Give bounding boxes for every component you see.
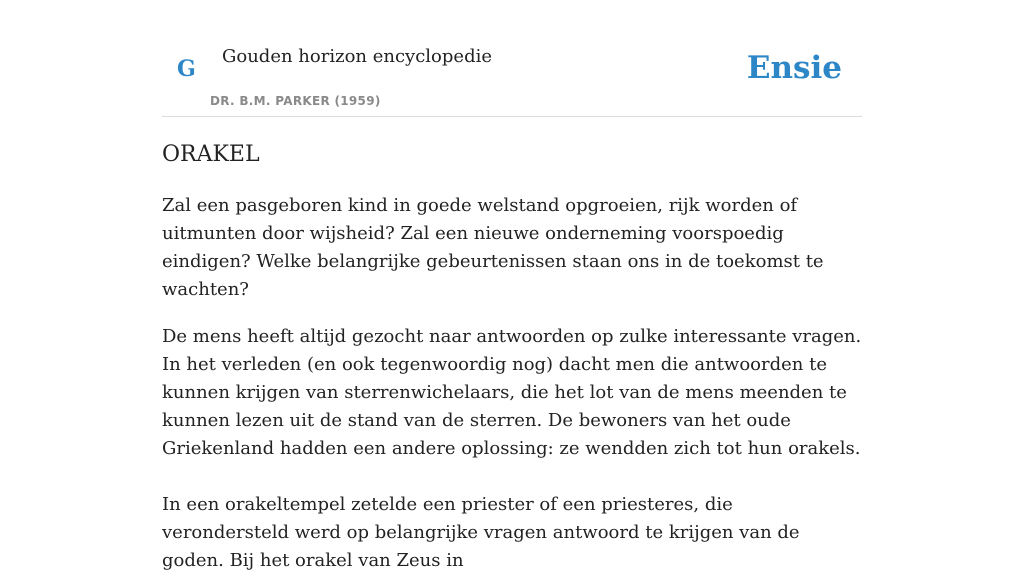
source-logo[interactable]: G (177, 56, 196, 82)
article-title: ORAKEL (162, 142, 260, 167)
article-paragraph: Zal een pasgeboren kind in goede welstand opgroeien, rijk worden of uitmunten door wijsheid? Zal een nieuwe onderneming voorspoedig eindigen? Welke belangrijke gebeurtenissen staan ons in de toekomst te wachten? (162, 195, 824, 300)
site-header (162, 0, 862, 117)
brand-logo[interactable]: Ensie (746, 50, 842, 86)
source-author: DR. B.M. PARKER (1959) (210, 94, 381, 108)
article (162, 140, 862, 575)
article-paragraph: In een orakeltempel zetelde een priester of een priesteres, die verondersteld werd op belangrijke vragen antwoord te krijgen van de goden. Bij het orakel van Zeus in (162, 494, 800, 571)
source-title[interactable]: Gouden horizon encyclopedie (222, 46, 492, 67)
article-paragraph: De mens heeft altijd gezocht naar antwoorden op zulke interessante vragen. In het verleden (en ook tegenwoordig nog) dacht men die antwoorden te kunnen krijgen van sterrenwichelaars, die het lot van de mens meenden te kunnen lezen uit de stand van de sterren. De bewoners van het oude Griekenland hadden een andere oplossing: ze wendden zich tot hun orakels. (162, 326, 862, 459)
